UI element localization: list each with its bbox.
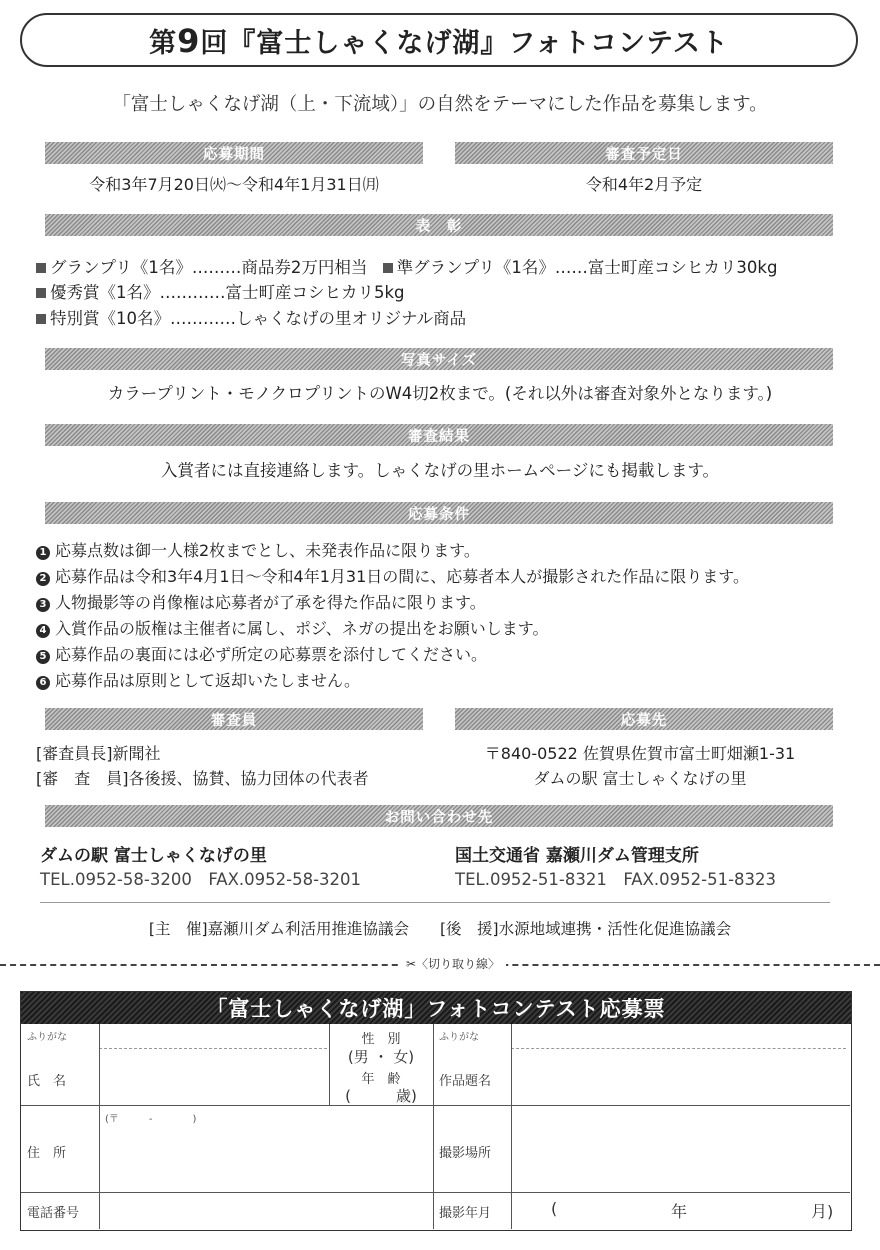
destination-header: 応募先 [455, 708, 833, 730]
form-col-line [433, 1024, 434, 1229]
awards-header: 表 彰 [45, 214, 833, 236]
judging-date-header: 審査予定日 [455, 142, 833, 164]
period-text: 令和3年7月20日㈫～令和4年1月31日㈪ [89, 175, 379, 194]
shot-date-label: 撮影年月 [439, 1206, 492, 1221]
contact-right-tel: TEL.0952-51-8321 FAX.0952-51-8323 [455, 870, 777, 889]
address-label: 住 所 [27, 1146, 67, 1161]
location-field[interactable] [521, 1112, 841, 1186]
age-label: 年 齢 [361, 1072, 401, 1087]
form-col-line [99, 1024, 100, 1229]
destination-line-1: 〒840-0522 佐賀県佐賀市富士町畑瀬1-31 [484, 744, 796, 763]
intro-text: 「富士しゃくなげ湖（上・下流域）」の自然をテーマにした作品を募集します。 [112, 94, 768, 115]
bullet-square-icon [36, 288, 46, 298]
phone-field[interactable] [111, 1197, 426, 1225]
form-row-line [21, 1105, 850, 1106]
condition-item: 1 応募点数は御一人様2枚までとし、未発表作品に限ります。 [36, 538, 480, 561]
form-title: 「富士しゃくなげ湖」フォトコンテスト応募票 [21, 992, 851, 1024]
bullet-square-icon [383, 263, 393, 273]
bullet-square-icon [36, 314, 46, 324]
gender-label: 性 別 [361, 1032, 401, 1047]
results-text: 入賞者には直接連絡します。しゃくなげの里ホームページにも掲載します。 [160, 461, 720, 480]
postal-code-field[interactable]: (〒 - ) [105, 1114, 197, 1125]
shot-date-open-paren: ( [551, 1199, 558, 1218]
page-title: 第9回『富士しゃくなげ湖』フォトコンテスト [149, 21, 729, 60]
shot-date-month[interactable]: 月) [811, 1202, 834, 1221]
circled-number-icon: 4 [36, 624, 50, 638]
circled-number-icon: 2 [36, 572, 50, 586]
condition-item: 5 応募作品の裏面には必ず所定の応募票を添付してください。 [36, 642, 487, 665]
contact-header: お問い合わせ先 [45, 805, 833, 827]
name-label: 氏 名 [27, 1074, 67, 1089]
furigana-dashed-line [511, 1048, 846, 1049]
contact-left-name: ダムの駅 富士しゃくなげの里 [40, 846, 267, 866]
award-row-1: グランプリ《1名》………商品券2万円相当 準グランプリ《1名》……富士町産コシヒカリ30kg [36, 254, 777, 278]
conditions-header: 応募条件 [45, 502, 833, 524]
circled-number-icon: 3 [36, 598, 50, 612]
furigana-label: ふりがな [439, 1032, 479, 1043]
shot-date-year[interactable]: 年 [671, 1202, 688, 1221]
results-header: 審査結果 [45, 424, 833, 446]
judging-date-text: 令和4年2月予定 [585, 175, 703, 194]
name-field[interactable] [111, 1052, 321, 1100]
address-field[interactable] [111, 1126, 426, 1186]
cut-line-label: ✂〈切り取り線〉 [400, 955, 506, 972]
condition-item: 6 応募作品は原則として返却いたしません。 [36, 668, 360, 691]
judges-header: 審査員 [45, 708, 423, 730]
destination-line-2: ダムの駅 富士しゃくなげの里 [533, 769, 747, 788]
application-form [20, 991, 852, 1231]
award-row-3: 特別賞《10名》…………しゃくなげの里オリジナル商品 [36, 305, 466, 329]
circled-number-icon: 5 [36, 650, 50, 664]
period-header: 応募期間 [45, 142, 423, 164]
circled-number-icon: 1 [36, 546, 50, 560]
furigana-dashed-line [99, 1048, 327, 1049]
photo-size-text: カラープリント・モノクロプリントのW4切2枚まで。(それ以外は審査対象外となります。) [107, 384, 773, 403]
phone-label: 電話番号 [27, 1206, 80, 1221]
form-col-line [511, 1024, 512, 1229]
award-row-2: 優秀賞《1名》…………富士町産コシヒカリ5kg [36, 279, 405, 303]
divider [40, 902, 830, 903]
judges-line-2: [審 査 員]各後援、協賛、協力団体の代表者 [36, 769, 369, 788]
furigana-label: ふりがな [27, 1032, 67, 1043]
age-field[interactable]: ( 歳) [345, 1087, 417, 1105]
photo-size-header: 写真サイズ [45, 348, 833, 370]
judges-line-1: [審査員長]新聞社 [36, 744, 161, 763]
title-frame [20, 13, 858, 67]
circled-number-icon: 6 [36, 676, 50, 690]
contact-right-name: 国土交通省 嘉瀬川ダム管理支所 [455, 846, 699, 866]
work-title-field[interactable] [521, 1052, 841, 1100]
bullet-square-icon [36, 263, 46, 273]
condition-item: 3 人物撮影等の肖像権は応募者が了承を得た作品に限ります。 [36, 590, 486, 613]
condition-item: 4 入賞作品の版権は主催者に属し、ポジ、ネガの提出をお願いします。 [36, 616, 548, 639]
organizers: [主 催]嘉瀬川ダム利活用推進協議会 [後 援]水源地域連携・活性化促進協議会 [148, 920, 732, 938]
condition-item: 2 応募作品は令和3年4月1日～令和4年1月31日の間に、応募者本人が撮影された作品に限ります。 [36, 564, 749, 587]
work-title-label: 作品題名 [439, 1074, 492, 1089]
location-label: 撮影場所 [439, 1146, 492, 1161]
contact-left-tel: TEL.0952-58-3200 FAX.0952-58-3201 [40, 870, 362, 889]
form-row-line [21, 1192, 850, 1193]
gender-options[interactable]: (男 ・ 女) [347, 1048, 415, 1066]
